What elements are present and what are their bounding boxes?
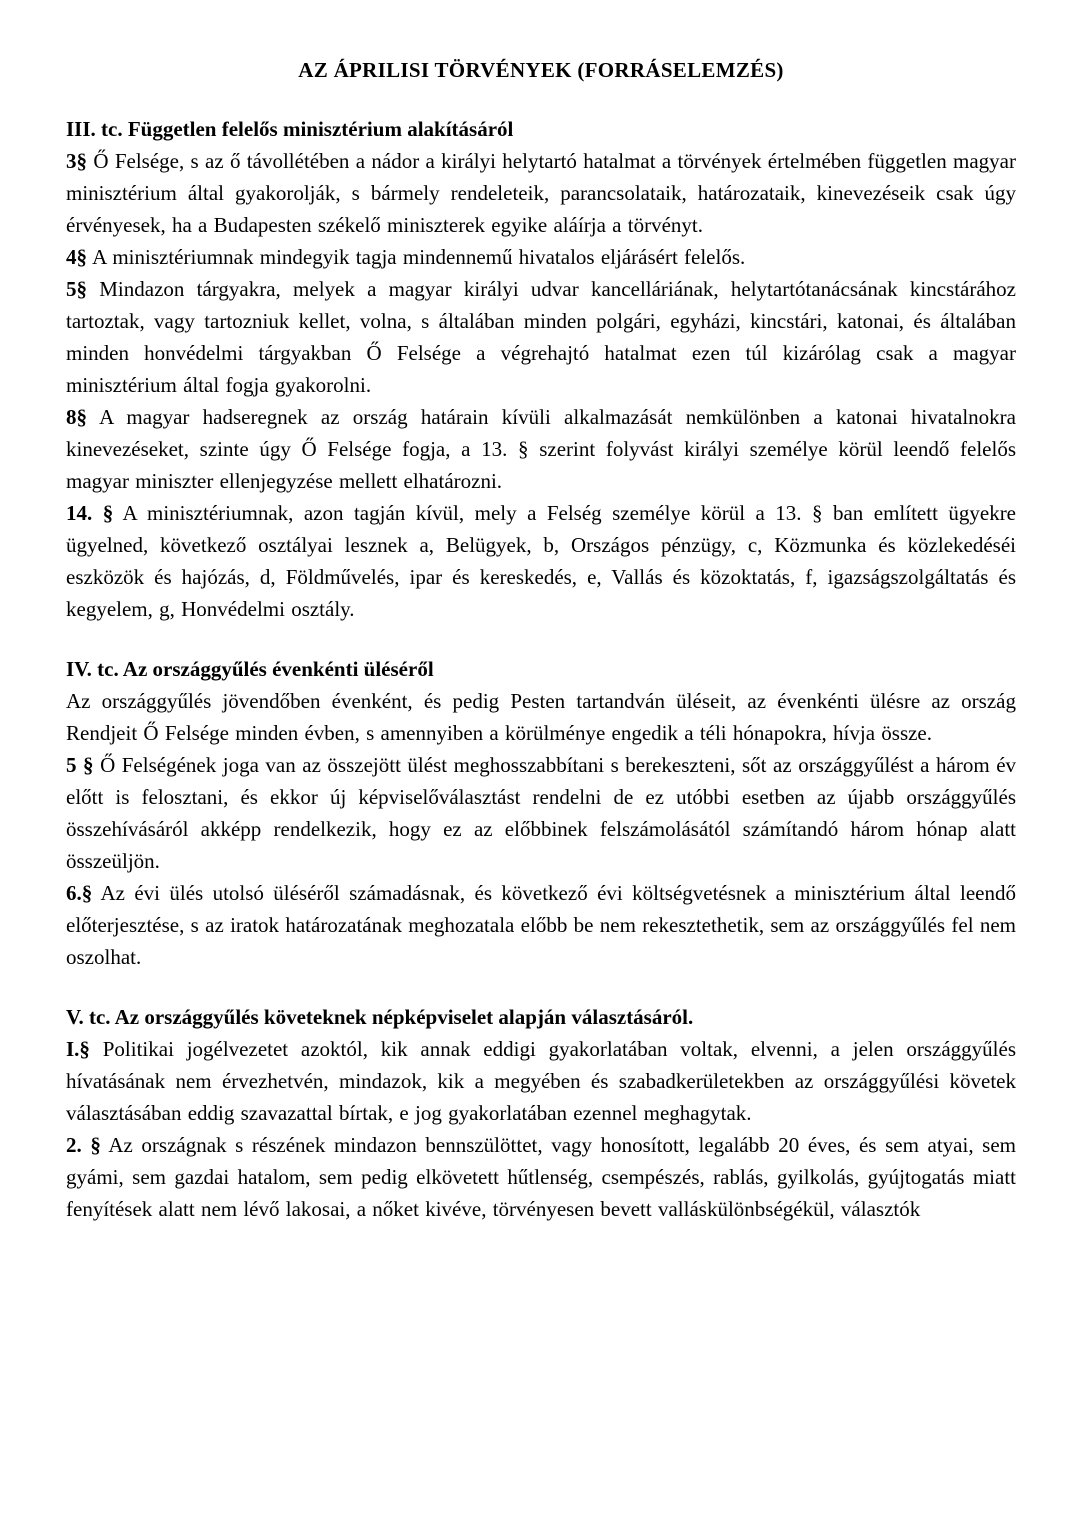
paragraph-marker: 8§ [66,405,87,429]
paragraph-text: A minisztériumnak mindegyik tagja mindennemű hivatalos eljárásért felelős. [92,245,746,269]
document-title: AZ ÁPRILISI TÖRVÉNYEK (FORRÁSELEMZÉS) [298,58,784,82]
paragraph [66,145,1016,241]
paragraph-marker: 4§ [66,245,87,269]
paragraph-text: Mindazon tárgyakra, melyek a magyar királyi udvar kancelláriának, helytartótanácsának kincstárához tartoztak, vagy tartozniuk kellet, volna, s általában minden polgári, egyházi, kincstári, katonai, és általában minden honvédelmi tárgyakban Ő Felsége a végrehajtó hatalmat ezen túl kizárólag csak a magyar minisztérium által fogja gyakorolni. [66,277,1017,397]
paragraph-marker: I.§ [66,1037,90,1061]
paragraph-text: Politikai jogélvezetet azoktól, kik annak eddigi gyakorlatában voltak, elvenni, a jelen országgyűlés hívatásának nem érvezhetvén, mindazok, kik a megyében és szabadkerületekben az országgyűlési követek választásában eddig szavazattal bírtak, e jog gyakorlatában ezennel meghagytak. [66,1037,1017,1125]
paragraph [66,273,1016,401]
paragraph-text: Ő Felségének joga van az összejött ülést meghosszabbítani s berekeszteni, sőt az országgyűlést a három év előtt is felosztani, és ekkor új képviselőválasztást rendelni de ez utóbbi esetben az újabb országgyűlés összehívásáról akképp rendelkezik, hogy ez az előbbinek felszámolásától számítandó három hónap alatt összeüljön. [66,753,1017,873]
paragraph-marker: 14. § [66,501,114,525]
paragraph-marker: 5§ [66,277,87,301]
paragraph-text: Ő Felsége, s az ő távollétében a nádor a királyi helytartó hatalmat a törvények értelmében független magyar minisztérium által gyakorolják, s bármely rendeleteik, parancsolataik, határozataik, kinevezéseik csak úgy érvényesek, ha a Budapesten székelő miniszterek egyike aláírja a törvényt. [66,149,1016,237]
paragraph [66,1129,1016,1225]
section-heading: IV. tc. Az országgyűlés évenkénti üléséről [66,657,434,681]
paragraph [66,685,1016,749]
paragraph [66,877,1016,973]
paragraph-text: A minisztériumnak, azon tagján kívül, mely a Felség személye körül a 13. § ban említett ügyekre ügyelned, következő osztályai lesznek a, Belügyek, b, Országos pénzügy, c, Közmunka és közlekedéséi eszközök és hajózás, d, Földművelés, ipar és kereskedés, e, Vallás és közoktatás, f, igazságszolgáltatás és kegyelem, g, Honvédelmi osztály. [66,501,1017,621]
paragraph [66,241,1016,273]
paragraph [66,749,1016,877]
paragraph [66,401,1016,497]
paragraph-text: Az évi ülés utolsó üléséről számadásnak, és következő évi költségvetésnek a minisztérium által leendő előterjesztése, s az iratok határozatának meghozatala előbb be nem rekesztethetik, sem az országgyűlés fel nem oszolhat. [66,881,1016,969]
paragraph-text: Az országnak s részének mindazon bennszülöttet, vagy honosított, legalább 20 éves, és sem atyai, sem gyámi, sem gazdai hatalom, sem pedig elkövetett hűtlenség, csempészés, rablás, gyilkolás, gyújtogatás miatt fenyítések alatt nem lévő lakosai, a nőket kivéve, törvényesen bevett valláskülönbségékül, választók [66,1133,1017,1221]
section-iv-tc [66,653,1016,973]
section-heading: V. tc. Az országgyűlés követeknek népképviselet alapján választásáról. [66,1005,694,1029]
paragraph-text: Az országgyűlés jövendőben évenként, és pedig Pesten tartandván üléseit, az évenkénti ülésre az ország Rendjeit Ő Felsége minden évben, s amennyiben a körülménye engedik a téli hónapokra, hívja össze. [66,689,1016,745]
paragraph-marker: 2. § [66,1133,101,1157]
paragraph [66,1033,1016,1129]
section-v-tc [66,1001,1016,1225]
section-iii-tc [66,113,1016,625]
paragraph-marker: 5 § [66,753,94,777]
section-heading: III. tc. Független felelős minisztérium alakításáról [66,117,514,141]
paragraph [66,497,1016,625]
paragraph-marker: 6.§ [66,881,93,905]
paragraph-text: A magyar hadseregnek az ország határain kívüli alkalmazását nemkülönben a katonai hivatalnokra kinevezéseket, szinte úgy Ő Felsége fogja, a 13. § szerint folyvást királyi személye körül leendő felelős magyar miniszter ellenjegyzése mellett elhatározni. [66,405,1016,493]
paragraph-marker: 3§ [66,149,87,173]
